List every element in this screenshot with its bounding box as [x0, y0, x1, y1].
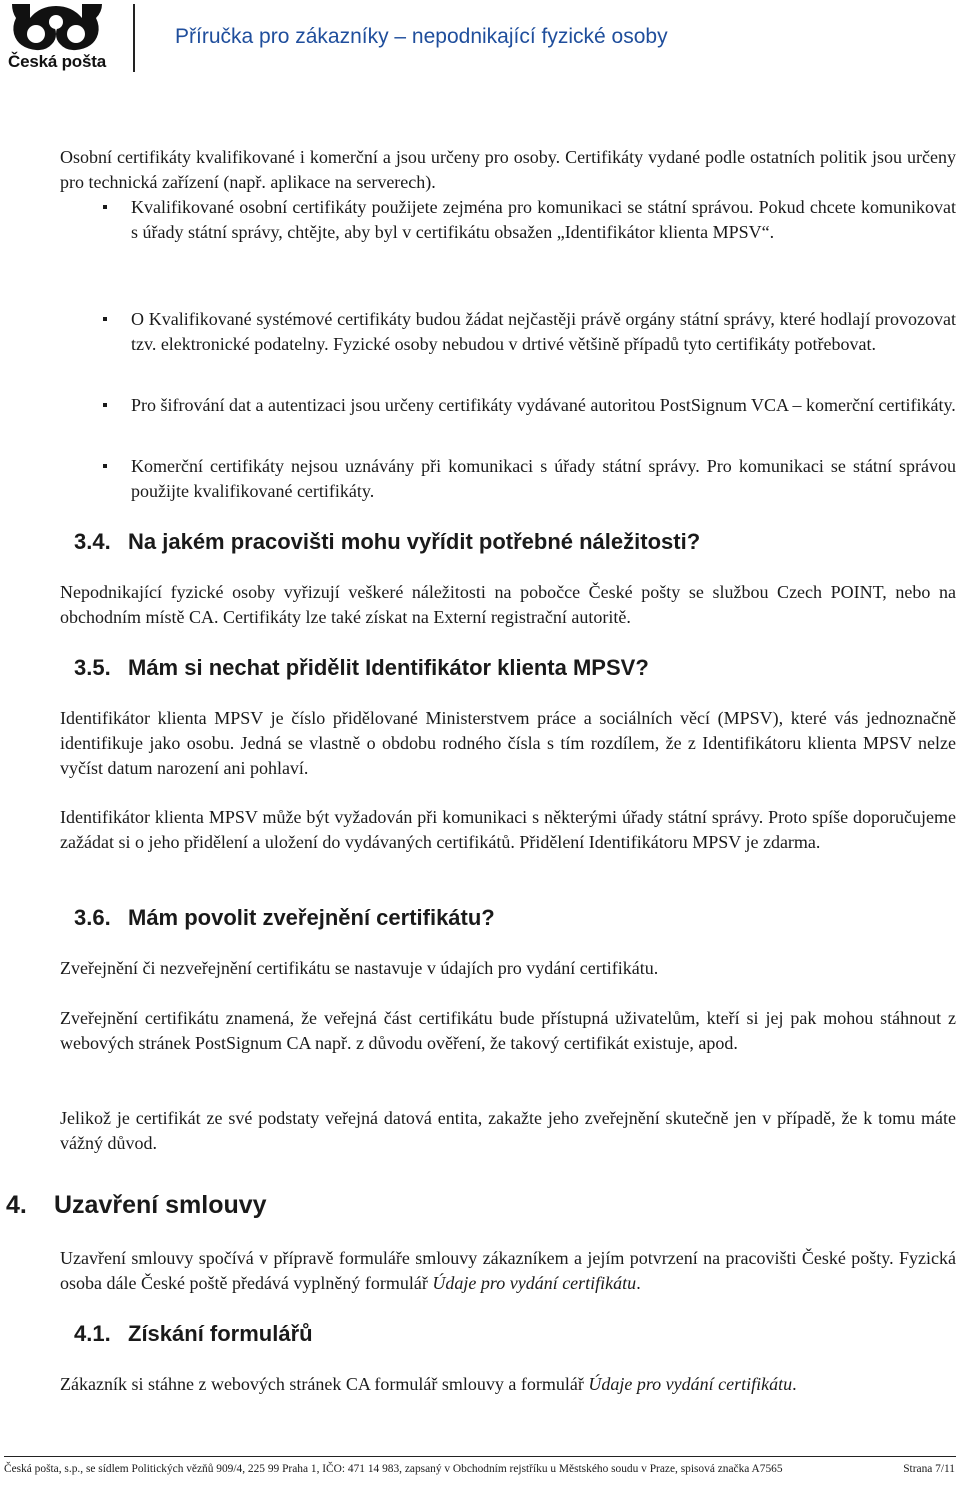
- section-title: Získání formulářů: [128, 1321, 313, 1346]
- chapter-number: 4.: [6, 1191, 27, 1219]
- logo-text: Česká pošta: [8, 52, 106, 71]
- chapter-title: Uzavření smlouvy: [54, 1191, 267, 1219]
- ceska-posta-logo: [4, 0, 104, 74]
- paragraph: Identifikátor klienta MPSV může být vyžadován při komunikaci s některými úřady státní správy. Proto spíše doporučujeme zažádat si o jeho přidělení a uložení do vydávaných certifikátů. Přidělení Identifikátoru MPSV je zdarma.: [60, 807, 956, 852]
- section-number: 4.1.: [74, 1321, 111, 1346]
- list-item-text: Komerční certifikáty nejsou uznávány při komunikaci s úřady státní správy. Pro komunikaci se státní správou použijte kvalifikované certifikáty.: [131, 456, 956, 501]
- section-number: 3.4.: [74, 529, 111, 554]
- paragraph: Zveřejnění certifikátu znamená, že veřejná část certifikátu bude přístupná uživatelům, kteří si jej pak mohou stáhnout z webových stránek PostSignum CA např. z důvodu ověření, že takový certifikát existuje, apod.: [60, 1008, 956, 1053]
- section-heading-3-5: [74, 654, 649, 682]
- form-name: Údaje pro vydání certifikátu: [432, 1273, 637, 1293]
- list-item-text: Kvalifikované osobní certifikáty použijete zejména pro komunikaci se státní správou. Pokud chcete komunikovat s úřady státní správy, chtějte, aby byl v certifikátu obsažen „Identifikátor klienta MPSV“.: [131, 197, 956, 242]
- paragraph-end: .: [792, 1374, 797, 1394]
- section-title: Na jakém pracovišti mohu vyřídit potřebné náležitosti?: [128, 529, 701, 554]
- intro-paragraph: Osobní certifikáty kvalifikované i komerční a jsou určeny pro osoby. Certifikáty vydané podle ostatních politik jsou určeny pro technická zařízení (např. aplikace na serverech).: [60, 147, 956, 192]
- chapter-heading-4: [6, 1190, 267, 1220]
- footer-company-info: Česká pošta, s.p., se sídlem Politických vězňů 909/4, 225 99 Praha 1, IČO: 471 14 983, zapsaný v Obchodním rejstříku u Městského soudu v Praze, spisová značka A7565: [4, 1463, 783, 1475]
- form-name: Údaje pro vydání certifikátu: [588, 1374, 793, 1394]
- page-number: Strana 7/11: [903, 1463, 955, 1475]
- bullet-icon: [103, 317, 107, 321]
- section-number: 3.5.: [74, 655, 111, 680]
- paragraph-text: Zákazník si stáhne z webových stránek CA formulář smlouvy a formulář: [60, 1374, 589, 1394]
- paragraph: [60, 1372, 956, 1397]
- paragraph: [60, 1246, 956, 1296]
- paragraph: Zveřejnění či nezveřejnění certifikátu se nastavuje v údajích pro vydání certifikátu.: [60, 958, 659, 978]
- list-item: [60, 195, 956, 245]
- paragraph-end: .: [636, 1273, 641, 1293]
- section-heading-3-6: [74, 904, 495, 932]
- section-heading-3-4: [74, 528, 700, 556]
- bullet-icon: [103, 403, 107, 407]
- list-item-text: O Kvalifikované systémové certifikáty budou žádat nejčastěji právě orgány státní správy, které hodlají provozovat tzv. elektronické podatelny. Fyzické osoby nebudou v drtivé většině případů tyto certifikáty potřebovat.: [131, 309, 956, 354]
- list-item: [60, 393, 956, 418]
- section-title: Mám si nechat přidělit Identifikátor klienta MPSV?: [128, 655, 649, 680]
- page-header: [0, 0, 960, 80]
- bullet-icon: [103, 205, 107, 209]
- paragraph: Nepodnikající fyzické osoby vyřizují veškeré náležitosti na pobočce České pošty se službou Czech POINT, nebo na obchodním místě CA. Certifikáty lze také získat na Externí registrační autoritě.: [60, 582, 956, 627]
- paragraph-text: Uzavření smlouvy spočívá v přípravě formuláře smlouvy zákazníkem a jejím potvrzení na pracovišti České pošty. Fyzická osoba dále České poště předává vyplněný formulář: [60, 1248, 956, 1293]
- section-number: 3.6.: [74, 905, 111, 930]
- section-heading-4-1: [74, 1320, 313, 1348]
- header-divider: [133, 4, 135, 72]
- post-horn-icon: [10, 0, 104, 52]
- document-title: Příručka pro zákazníky – nepodnikající fyzické osoby: [175, 25, 668, 48]
- footer-divider: [4, 1456, 956, 1457]
- bullet-icon: [103, 464, 107, 468]
- list-item: [60, 454, 956, 504]
- list-item: [60, 307, 956, 357]
- paragraph: Jelikož je certifikát ze své podstaty veřejná datová entita, zakažte jeho zveřejnění skutečně jen v případě, že k tomu máte vážný důvod.: [60, 1108, 956, 1153]
- paragraph: Identifikátor klienta MPSV je číslo přidělované Ministerstvem práce a sociálních věcí (MPSV), které vás jednoznačně identifikuje jako osobu. Jedná se vlastně o obdobu rodného čísla s tím rozdílem, že z Identifikátoru klienta MPSV nelze vyčíst datum narození ani pohlaví.: [60, 708, 956, 778]
- section-title: Mám povolit zveřejnění certifikátu?: [128, 905, 495, 930]
- list-item-text: Pro šifrování dat a autentizaci jsou určeny certifikáty vydávané autoritou PostSignum VCA – komerční certifikáty.: [131, 395, 956, 415]
